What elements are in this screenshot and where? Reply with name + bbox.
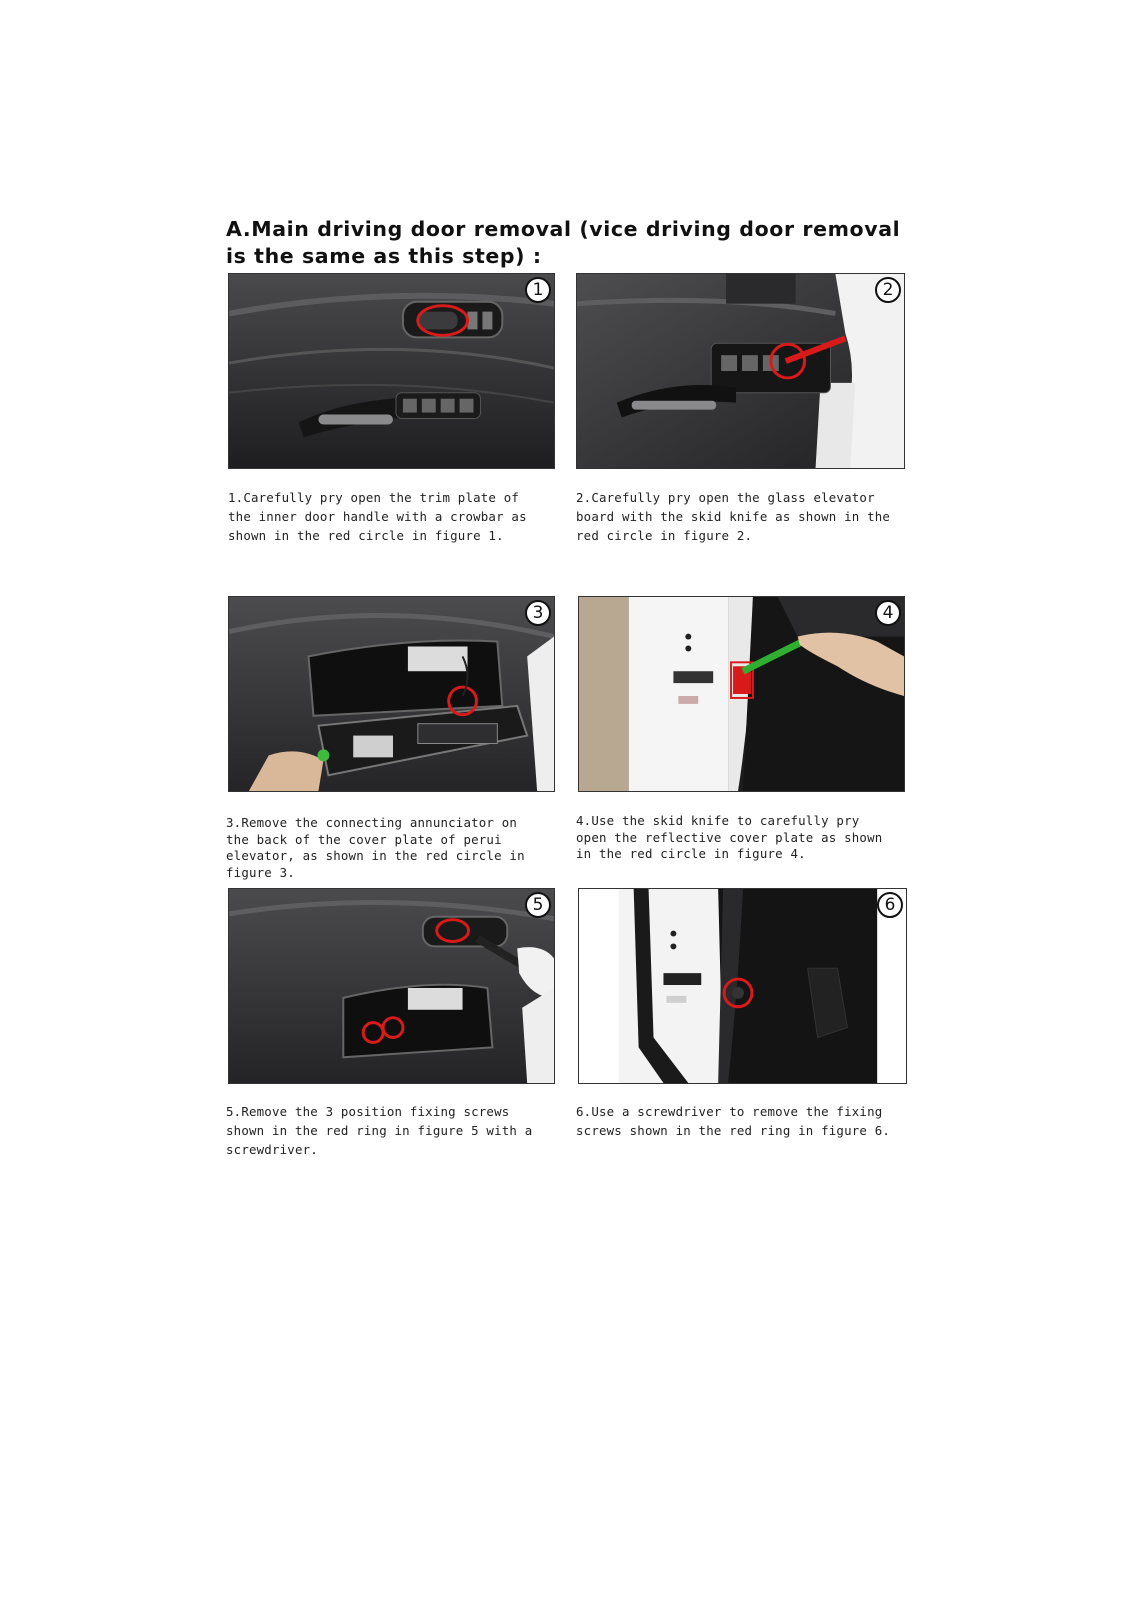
step-3-badge: 3	[525, 600, 551, 626]
step-6-caption: 6.Use a screwdriver to remove the fixing screws shown in the red ring in figure 6.	[576, 1104, 891, 1138]
step-1-photo	[228, 273, 555, 469]
step-5-photo	[228, 888, 555, 1084]
step-4-caption: 4.Use the skid knife to carefully pry open the reflective cover plate as shown in the red circle in figure 4.	[576, 813, 883, 861]
step-5-badge: 5	[525, 892, 551, 918]
door-handle-photo	[229, 274, 554, 468]
step-4-badge: 4	[875, 600, 901, 626]
page-title: A.Main driving door removal (vice driving door removal is the same as this step) :	[226, 217, 901, 268]
step-5-caption: 5.Remove the 3 position fixing screws shown in the red ring in figure 5 with a screwdriver.	[226, 1104, 533, 1157]
door-frame-photo	[579, 889, 906, 1083]
cover-plate-photo	[229, 597, 554, 791]
step-6-badge: 6	[877, 892, 903, 918]
step-2-badge: 2	[875, 277, 901, 303]
step-3-photo	[228, 596, 555, 792]
step-4-photo	[578, 596, 905, 792]
step-3-caption: 3.Remove the connecting annunciator on the back of the cover plate of perui elevator, as shown in the red circle in figure 3.	[226, 815, 525, 880]
step-2-photo	[576, 273, 905, 469]
step-1-caption: 1.Carefully pry open the trim plate of the inner door handle with a crowbar as shown in the red circle in figure 1.	[228, 490, 527, 543]
fixing-screws-photo	[229, 889, 554, 1083]
step-6-photo	[578, 888, 907, 1084]
glass-elevator-photo	[577, 274, 904, 468]
step-1-badge: 1	[525, 277, 551, 303]
step-2-caption: 2.Carefully pry open the glass elevator board with the skid knife as shown in the red circle in figure 2.	[576, 490, 891, 543]
reflective-cover-photo	[579, 597, 904, 791]
